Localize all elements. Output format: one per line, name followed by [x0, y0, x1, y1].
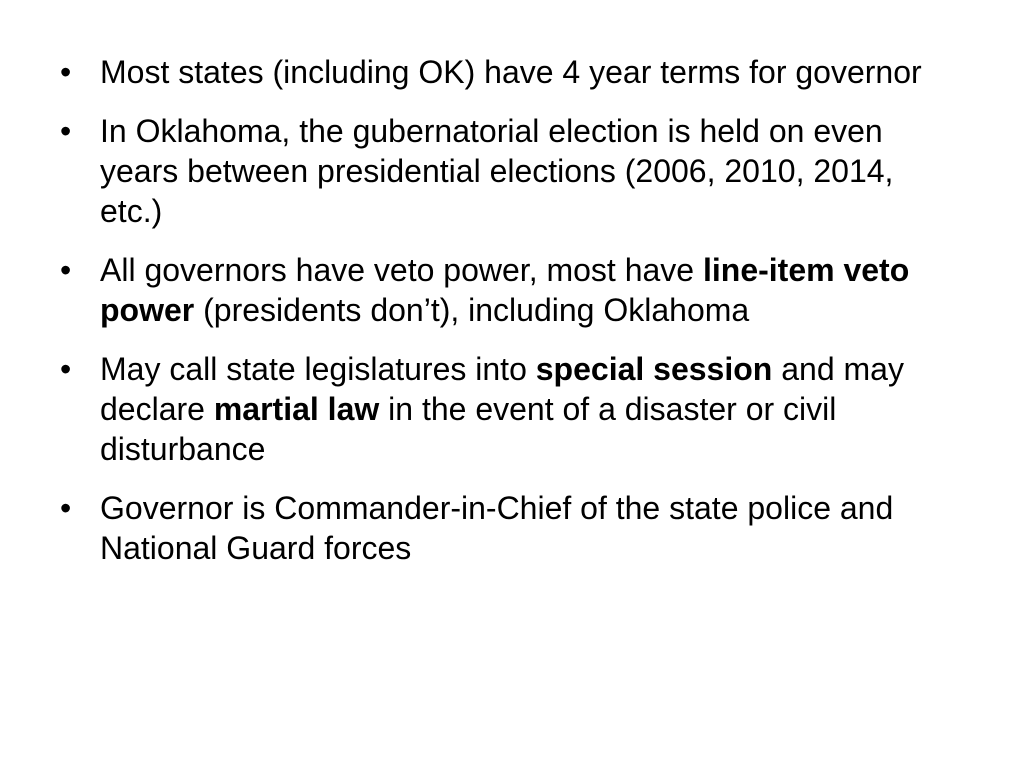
bullet-item-commander-in-chief [60, 488, 960, 568]
bullet-marker: • [60, 351, 72, 387]
bullet-emphasis-martial-law: martial law [213, 391, 380, 427]
bullet-list [60, 52, 960, 587]
bullet-emphasis-special-session: special session [535, 351, 773, 387]
bullet-text: in the event of a disaster or civil disturbance [100, 391, 837, 467]
bullet-text: Most states (including OK) have 4 year terms for governor [100, 54, 922, 90]
bullet-text: Governor is Commander-in-Chief of the state police and National Guard forces [100, 490, 894, 566]
bullet-text: and may declare [100, 351, 904, 427]
bullet-marker: • [60, 252, 72, 288]
bullet-marker: • [60, 113, 72, 149]
bullet-marker: • [60, 54, 72, 90]
bullet-item-veto-power [60, 250, 960, 330]
bullet-emphasis-line-item-veto: line-item veto power [100, 252, 910, 328]
bullet-item-election-years [60, 111, 960, 231]
bullet-text: May call state legislatures into [100, 351, 536, 387]
bullet-item-four-year-terms [60, 52, 960, 92]
bullet-marker: • [60, 490, 72, 526]
bullet-text: All governors have veto power, most have [100, 252, 703, 288]
bullet-item-special-session [60, 349, 960, 469]
bullet-text: (presidents don’t), including Oklahoma [194, 292, 750, 328]
bullet-text: In Oklahoma, the gubernatorial election is held on even years between presidential elections (2006, 2010, 2014, etc.) [100, 113, 894, 229]
